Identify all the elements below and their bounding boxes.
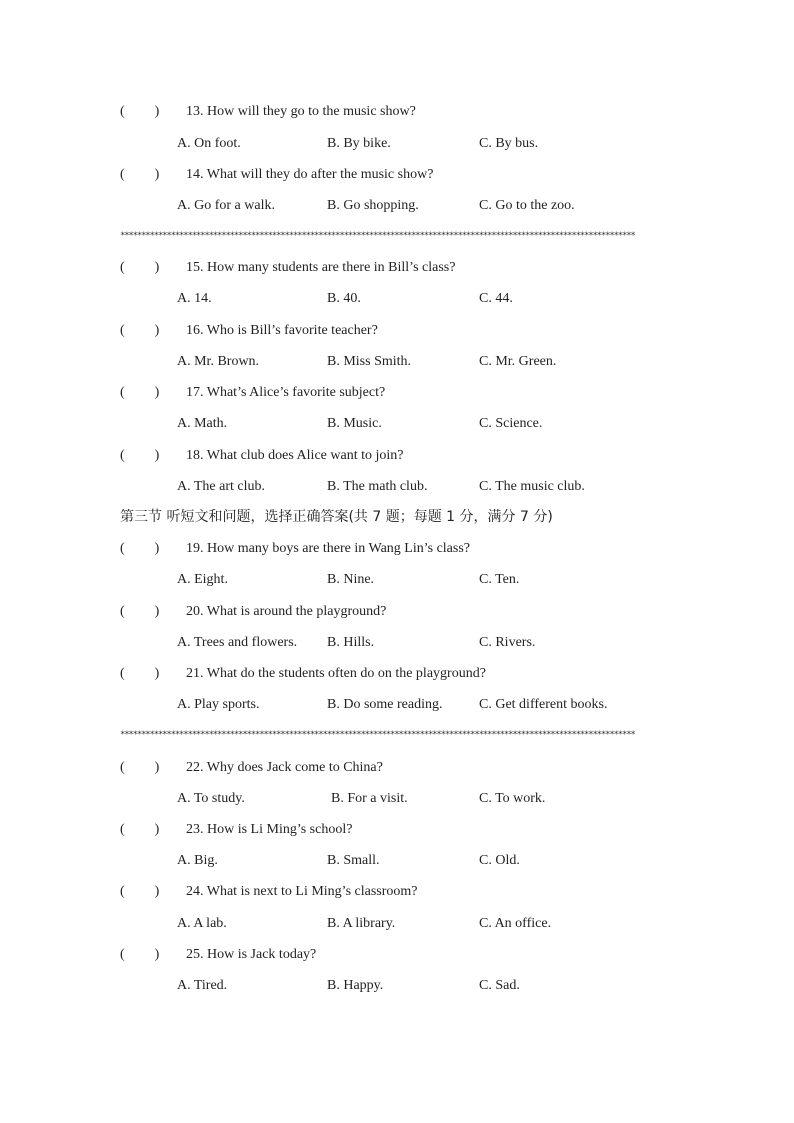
answer-blank[interactable]: ( ) (120, 260, 160, 275)
question-20 (120, 603, 386, 621)
option-b: B. Nine. (327, 572, 375, 587)
question-17 (120, 384, 385, 402)
question-text: 21. What do the students often do on the playground? (186, 666, 486, 681)
option-c: C. Old. (479, 853, 520, 868)
question-18 (120, 447, 403, 465)
option-a: A. A lab. (177, 916, 227, 931)
question-text: 16. Who is Bill’s favorite teacher? (186, 323, 378, 338)
question-text: 25. How is Jack today? (186, 947, 317, 962)
answer-blank[interactable]: ( ) (120, 541, 160, 556)
option-c: C. Get different books. (479, 697, 608, 712)
option-a: A. Trees and flowers. (177, 635, 298, 650)
question-text: 19. How many boys are there in Wang Lin’s class? (186, 541, 470, 556)
option-b: B. For a visit. (331, 791, 408, 806)
question-22 (120, 759, 383, 777)
separator-line: ************************************************************************************************************************** (120, 730, 635, 740)
answer-blank[interactable]: ( ) (120, 760, 160, 775)
option-b: B. By bike. (327, 136, 391, 151)
answer-blank[interactable]: ( ) (120, 167, 160, 182)
question-19 (120, 540, 470, 558)
option-c: C. By bus. (479, 136, 539, 151)
question-text: 22. Why does Jack come to China? (186, 760, 383, 775)
question-21 (120, 665, 486, 683)
answer-blank[interactable]: ( ) (120, 323, 160, 338)
option-b: B. Happy. (327, 978, 384, 993)
question-24 (120, 883, 418, 901)
option-c: C. Science. (479, 416, 543, 431)
answer-blank[interactable]: ( ) (120, 604, 160, 619)
question-23 (120, 821, 352, 839)
question-text: 20. What is around the playground? (186, 604, 387, 619)
option-a: A. Math. (177, 416, 228, 431)
question-text: 18. What club does Alice want to join? (186, 448, 404, 463)
answer-blank[interactable]: ( ) (120, 947, 160, 962)
option-c: C. 44. (479, 291, 513, 306)
option-a: A. Tired. (177, 978, 228, 993)
separator-line: ************************************************************************************************************************** (120, 231, 635, 241)
question-25 (120, 946, 316, 964)
question-text: 24. What is next to Li Ming’s classroom? (186, 884, 418, 899)
answer-blank[interactable]: ( ) (120, 448, 160, 463)
answer-blank[interactable]: ( ) (120, 666, 160, 681)
option-a: A. Big. (177, 853, 218, 868)
option-c: C. An office. (479, 916, 552, 931)
option-a: A. Mr. Brown. (177, 354, 260, 369)
option-b: B. A library. (327, 916, 396, 931)
question-text: 15. How many students are there in Bill’s class? (186, 260, 456, 275)
question-text: 23. How is Li Ming’s school? (186, 822, 353, 837)
answer-blank[interactable]: ( ) (120, 104, 160, 119)
question-text: 17. What’s Alice’s favorite subject? (186, 385, 386, 400)
section-3-heading: 第三节 听短文和问题，选择正确答案(共 7 题；每题 1 分，满分 7 分) (120, 509, 553, 525)
option-c: C. To work. (479, 791, 546, 806)
option-a: A. On foot. (177, 136, 241, 151)
option-b: B. The math club. (327, 479, 428, 494)
question-16 (120, 322, 378, 340)
question-text: 14. What will they do after the music show? (186, 167, 434, 182)
option-a: A. Eight. (177, 572, 228, 587)
answer-blank[interactable]: ( ) (120, 385, 160, 400)
option-c: C. Sad. (479, 978, 520, 993)
option-b: B. Do some reading. (327, 697, 443, 712)
option-a: A. To study. (177, 791, 245, 806)
option-a: A. The art club. (177, 479, 265, 494)
answer-blank[interactable]: ( ) (120, 822, 160, 837)
option-c: C. Rivers. (479, 635, 536, 650)
option-a: A. Go for a walk. (177, 198, 275, 213)
option-c: C. The music club. (479, 479, 585, 494)
question-15 (120, 259, 455, 277)
option-a: A. Play sports. (177, 697, 260, 712)
question-text: 13. How will they go to the music show? (186, 104, 416, 119)
option-a: A. 14. (177, 291, 212, 306)
question-13 (120, 103, 416, 121)
option-b: B. Go shopping. (327, 198, 419, 213)
option-b: B. Small. (327, 853, 380, 868)
option-b: B. Miss Smith. (327, 354, 412, 369)
answer-blank[interactable]: ( ) (120, 884, 160, 899)
option-b: B. 40. (327, 291, 361, 306)
option-c: C. Go to the zoo. (479, 198, 575, 213)
option-b: B. Music. (327, 416, 382, 431)
option-b: B. Hills. (327, 635, 375, 650)
question-14 (120, 166, 433, 184)
option-c: C. Mr. Green. (479, 354, 557, 369)
option-c: C. Ten. (479, 572, 520, 587)
